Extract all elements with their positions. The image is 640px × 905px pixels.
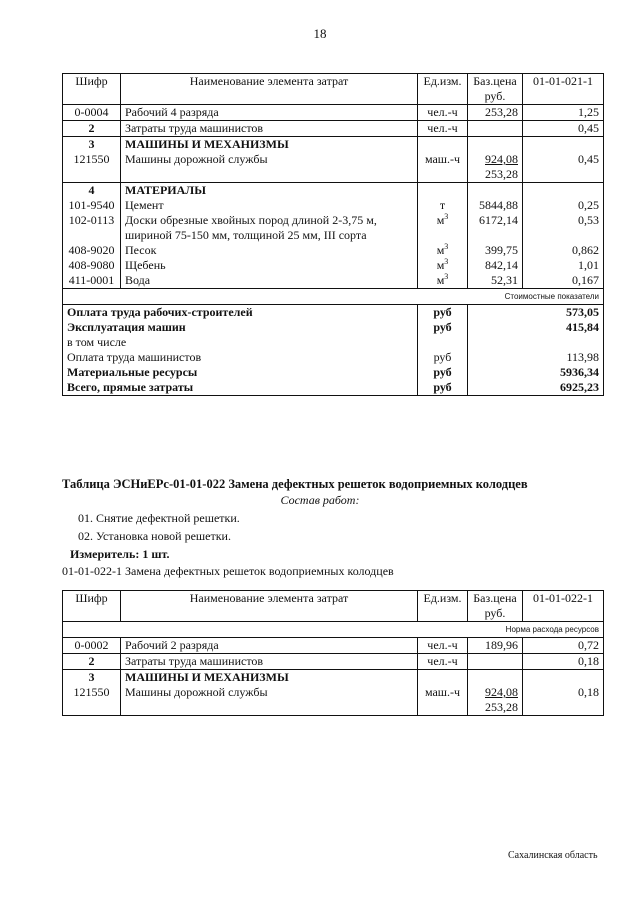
row-name: Щебень (121, 258, 418, 273)
row-value: 1,01 (523, 258, 604, 273)
row-code: 2 (63, 654, 121, 670)
row-value: 0,18 (523, 685, 604, 716)
table-header (63, 74, 604, 105)
table-row (63, 243, 604, 258)
row-price (468, 121, 523, 137)
price-primary: 924,08 (485, 685, 518, 699)
work-item: 02. Установка новой решетки. (78, 529, 231, 543)
row-unit: чел.-ч (418, 121, 468, 137)
price-primary: 924,08 (485, 152, 518, 166)
total-unit: руб (418, 380, 468, 396)
resource-table-1 (62, 73, 604, 396)
section-number: 3 (63, 670, 121, 686)
row-code: 0-0004 (63, 105, 121, 121)
table-row (63, 213, 604, 243)
norm-code-line: 01-01-022-1 Замена дефектных решеток водоприемных колодцев (62, 564, 394, 578)
header-code: Шифр (63, 591, 121, 622)
table-row (63, 105, 604, 121)
row-price: 399,75 (468, 243, 523, 258)
row-unit: маш.-ч (418, 152, 468, 183)
header-price: Баз.цена руб. (468, 74, 523, 105)
row-unit: т (418, 198, 468, 213)
total-row (63, 335, 604, 350)
row-name: Доски обрезные хвойных пород длиной 2-3,75 м, шириной 75-150 мм, толщиной 25 мм, III сорта (121, 213, 418, 243)
header-name: Наименование элемента затрат (121, 591, 418, 622)
total-label: Всего, прямые затраты (63, 380, 418, 396)
row-value: 0,53 (523, 213, 604, 243)
row-code: 121550 (63, 685, 121, 716)
header-price: Баз.цена руб. (468, 591, 523, 622)
row-value: 0,45 (523, 121, 604, 137)
header-code: Шифр (63, 74, 121, 105)
row-name: Рабочий 2 разряда (121, 638, 418, 654)
total-label: Оплата труда машинистов (63, 350, 418, 365)
work-item: 01. Снятие дефектной решетки. (78, 511, 240, 525)
row-value: 0,72 (523, 638, 604, 654)
row-value: 0,45 (523, 152, 604, 183)
row-name: Вода (121, 273, 418, 289)
row-value: 0,167 (523, 273, 604, 289)
section-number: 3 (63, 137, 121, 153)
header-unit: Ед.изм. (418, 591, 468, 622)
header-unit: Ед.изм. (418, 74, 468, 105)
row-unit: $м^3$ (418, 258, 468, 273)
row-price (468, 152, 523, 183)
row-name: Затраты труда машинистов (121, 121, 418, 137)
table-row (63, 273, 604, 289)
work-composition-heading: Состав работ: (280, 493, 360, 507)
header-norm: 01-01-022-1 (523, 591, 604, 622)
row-code: 101-9540 (63, 198, 121, 213)
norm-note-row (63, 622, 604, 638)
row-unit: $м^3$ (418, 273, 468, 289)
row-price: 253,28 (468, 105, 523, 121)
row-unit: $м^3$ (418, 243, 468, 258)
price-secondary: 253,28 (485, 167, 518, 181)
table-title: Таблица ЭСНиЕРс-01-01-022 Замена дефектных решеток водоприемных колодцев (62, 477, 528, 491)
row-price: 189,96 (468, 638, 523, 654)
table-row (63, 198, 604, 213)
total-row (63, 305, 604, 321)
total-unit: руб (418, 350, 468, 365)
measure-unit: Измеритель: 1 шт. (70, 547, 170, 561)
total-unit: руб (418, 305, 468, 321)
section-row (63, 670, 604, 686)
row-code: 121550 (63, 152, 121, 183)
total-row (63, 365, 604, 380)
row-code: 411-0001 (63, 273, 121, 289)
total-value: 415,84 (523, 320, 604, 335)
total-row (63, 380, 604, 396)
table-row (63, 258, 604, 273)
total-row (63, 350, 604, 365)
row-name: Машины дорожной службы (121, 685, 418, 716)
cost-note: Стоимостные показатели (63, 289, 604, 305)
row-price: 842,14 (468, 258, 523, 273)
row-price: 6172,14 (468, 213, 523, 243)
section-title: МАШИНЫ И МЕХАНИЗМЫ (121, 137, 418, 153)
table-row (63, 152, 604, 183)
table-row (63, 685, 604, 716)
total-label: Эксплуатация машин (63, 320, 418, 335)
page-number: 18 (313, 26, 327, 41)
row-unit: чел.-ч (418, 638, 468, 654)
row-price (468, 685, 523, 716)
total-value: 573,05 (523, 305, 604, 321)
total-unit: руб (418, 365, 468, 380)
section-number: 4 (63, 183, 121, 199)
resource-table-2 (62, 590, 604, 716)
row-code: 408-9080 (63, 258, 121, 273)
total-label: в том числе (63, 335, 418, 350)
row-name: Песок (121, 243, 418, 258)
row-code: 102-0113 (63, 213, 121, 243)
row-name: Цемент (121, 198, 418, 213)
row-value: 0,862 (523, 243, 604, 258)
region-footer: Сахалинская область (508, 850, 598, 861)
total-value: 113,98 (523, 350, 604, 365)
row-unit: $м^3$ (418, 213, 468, 243)
section-title: МАШИНЫ И МЕХАНИЗМЫ (121, 670, 418, 686)
table-row (63, 121, 604, 137)
table-header (63, 591, 604, 622)
norm-note: Норма расхода ресурсов (63, 622, 604, 638)
total-value: 6925,23 (523, 380, 604, 396)
row-value: 0,25 (523, 198, 604, 213)
total-row (63, 320, 604, 335)
row-unit: маш.-ч (418, 685, 468, 716)
table-row (63, 638, 604, 654)
price-secondary: 253,28 (485, 700, 518, 714)
section-row (63, 183, 604, 199)
row-value: 1,25 (523, 105, 604, 121)
row-code: 408-9020 (63, 243, 121, 258)
total-label: Оплата труда рабочих-строителей (63, 305, 418, 321)
header-norm: 01-01-021-1 (523, 74, 604, 105)
table-row (63, 654, 604, 670)
row-price: 52,31 (468, 273, 523, 289)
row-unit: чел.-ч (418, 105, 468, 121)
total-value: 5936,34 (523, 365, 604, 380)
row-value: 0,18 (523, 654, 604, 670)
row-code: 0-0002 (63, 638, 121, 654)
row-name: Затраты труда машинистов (121, 654, 418, 670)
row-name: Машины дорожной службы (121, 152, 418, 183)
header-name: Наименование элемента затрат (121, 74, 418, 105)
total-unit: руб (418, 320, 468, 335)
section-row (63, 137, 604, 153)
row-unit: чел.-ч (418, 654, 468, 670)
row-price: 5844,88 (468, 198, 523, 213)
row-price (468, 654, 523, 670)
cost-note-row (63, 289, 604, 305)
total-label: Материальные ресурсы (63, 365, 418, 380)
section-title: МАТЕРИАЛЫ (121, 183, 418, 199)
row-code: 2 (63, 121, 121, 137)
row-name: Рабочий 4 разряда (121, 105, 418, 121)
